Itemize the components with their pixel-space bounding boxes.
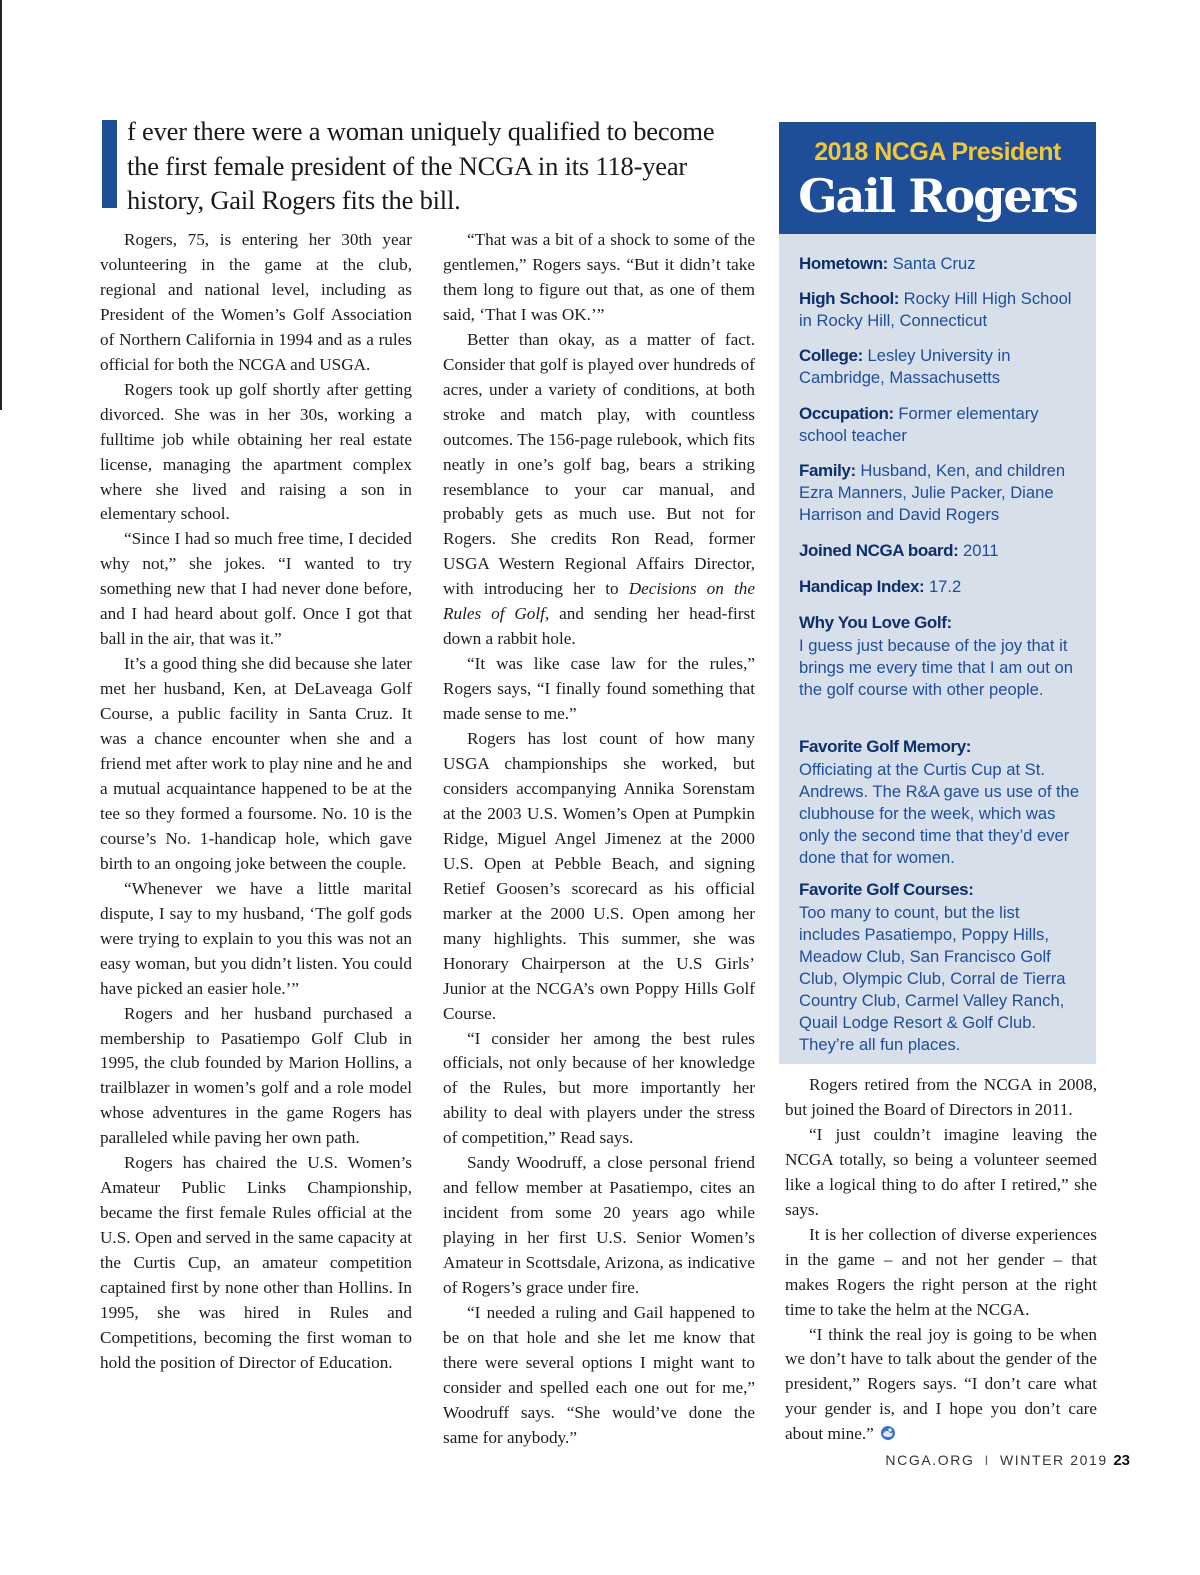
- intro-line: the first female president of the NCGA in its 118-year: [127, 150, 688, 181]
- fact-family: [799, 460, 1084, 526]
- fact-handicap: [799, 576, 1084, 598]
- footer-site: NCGA.ORG: [885, 1452, 975, 1468]
- intro-line: history, Gail Rogers fits the bill.: [127, 185, 461, 215]
- sidebar-title: Gail Rogers: [798, 169, 1077, 223]
- fact-value: I guess just because of the joy that it brings me every time that I am out on the golf course with other people.: [799, 636, 1073, 699]
- paragraph: Sandy Woodruff, a close personal friend and fellow member at Pasatiempo, cites an incident from some 20 years ago while playing in her first U.S. Senior Women’s Amateur in Scottsdale, Arizona, as indicative of Rogers’s grace under fire.: [443, 1153, 755, 1298]
- fact-value: Santa Cruz: [892, 254, 976, 273]
- paragraph: It is her collection of diverse experiences in the game – and not her gender – that makes Rogers the right person at the right time to take the helm at the NCGA.: [785, 1224, 1097, 1319]
- article-column-1: [100, 228, 412, 1376]
- paragraph: “I just couldn’t imagine leaving the NCGA totally, so being a volunteer seemed like a logical thing to do after I retired,” she says.: [785, 1124, 1097, 1219]
- article-column-3: [785, 1073, 1097, 1447]
- sidebar-subtitle: 2018 NCGA President: [814, 138, 1061, 166]
- fact-value: 2011: [962, 541, 999, 560]
- page-number: 23: [1113, 1452, 1130, 1469]
- paragraph: “Since I had so much free time, I decided why not,” she jokes. “I wanted to try something new that I had never done before, and I had heard about golf. Once I got that ball in the air, that was it.”: [100, 529, 412, 649]
- page-edge-line: [0, 0, 2, 410]
- fact-label: Joined NCGA board:: [799, 541, 959, 560]
- fact-hometown: [799, 253, 1084, 275]
- paragraph: [785, 1323, 1097, 1448]
- paragraph: “Whenever we have a little marital dispute, I say to my husband, ‘The golf gods were trying to explain to you this was not an easy woman, but you didn’t listen. You could have picked an easier hole.’”: [100, 878, 412, 998]
- fact-value: 17.2: [928, 577, 962, 596]
- fact-favorite-memory: [799, 736, 1084, 869]
- fact-value: Too many to count, but the list includes Pasatiempo, Poppy Hills, Meadow Club, San Francisco Golf Club, Olympic Club, Corral de Tierra Country Club, Carmel Valley Ranch, Quail Lodge Resort & Golf Club. They’re all fun places.: [799, 903, 1066, 1054]
- fact-label: High School:: [799, 289, 900, 308]
- paragraph-text: , and sending her head-first down a rabbit hole.: [443, 604, 755, 649]
- fact-label: Why You Love Golf:: [799, 613, 952, 632]
- fact-label: Favorite Golf Courses:: [799, 880, 974, 899]
- fact-label: Family:: [799, 461, 856, 480]
- paragraph: Rogers and her husband purchased a membership to Pasatiempo Golf Club in 1995, the club founded by Marion Hollins, a trailblazer in women’s golf and a role model whose adventures in the game Rogers has paralleled while paving her own path.: [100, 1003, 412, 1148]
- paragraph: Rogers, 75, is entering her 30th year volunteering in the game at the club, regional and national level, including as President of the Women’s Golf Association of Northern California in 1994 and as a rules official for both the NCGA and USGA.: [100, 230, 412, 374]
- page-footer: [885, 1452, 1130, 1469]
- sidebar-facts-panel: [779, 234, 1096, 1064]
- fact-high-school: [799, 288, 1084, 332]
- fact-label: Hometown:: [799, 254, 888, 273]
- fact-value: Husband, Ken, and children Ezra Manners, Julie Packer, Diane Harrison and David Rogers: [799, 461, 1066, 524]
- dropcap-bar: [102, 120, 117, 208]
- fact-value: Former elementary school teacher: [799, 404, 1039, 445]
- fact-college: [799, 345, 1084, 389]
- fact-value: Rocky Hill High School in Rocky Hill, Connecticut: [799, 289, 1072, 330]
- article-column-2: [443, 228, 755, 1451]
- paragraph: [443, 328, 755, 652]
- paragraph: Rogers took up golf shortly after getting divorced. She was in her 30s, working a fulltime job while obtaining her real estate license, managing the apartment complex where she lived and raising a son in elementary school.: [100, 379, 412, 524]
- fact-favorite-courses: [799, 879, 1084, 1056]
- paragraph-text: Better than okay, as a matter of fact. Consider that golf is played over hundreds of acres, under a variety of conditions, at both stroke and match play, with countless outcomes. The 156-page rulebook, which fits neatly in one’s golf bag, bears a striking resemblance to your car manual, and probably gets as much use. But not for Rogers. She credits Ron Read, former USGA Western Regional Affairs Director, with introducing her to: [443, 329, 755, 599]
- paragraph-text: “I think the real joy is going to be when we don’t have to talk about the gender of the president,” Rogers says. “I don’t care what your gender is, and I hope you don’t care about mine.”: [785, 1324, 1097, 1444]
- fact-label: Handicap Index:: [799, 577, 925, 596]
- paragraph: Rogers has lost count of how many USGA championships she worked, but considers accompanying Annika Sorenstam at the 2003 U.S. Women’s Open at Pumpkin Ridge, Miguel Angel Jimenez at the 2000 U.S. Open at Pebble Beach, and signing Retief Goosen’s scorecard as his official marker at the 2000 U.S. Open among her many highlights. This summer, she was Honorary Chairperson at the U.S Girls’ Junior at the NCGA’s own Poppy Hills Golf Course.: [443, 729, 755, 1023]
- fact-joined-board: [799, 540, 1084, 562]
- footer-issue: WINTER 2019: [999, 1452, 1108, 1468]
- fact-label: College:: [799, 346, 863, 365]
- footer-separator: I: [984, 1452, 990, 1468]
- paragraph: “I needed a ruling and Gail happened to be on that hole and she let me know that there were several options I might want to consider and spelled each one out for me,” Woodruff says. “She would’ve done the same for anybody.”: [443, 1302, 755, 1447]
- fact-label: Occupation:: [799, 404, 894, 423]
- fact-value: Officiating at the Curtis Cup at St. Andrews. The R&A gave us use of the clubhouse for the week, which was only the second time that they’d ever done that for women.: [799, 760, 1080, 867]
- paragraph: It’s a good thing she did because she later met her husband, Ken, at DeLaveaga Golf Course, a public facility in Santa Cruz. It was a chance encounter when she and a friend met after work to play nine and he and a mutual acquaintance happened to be at the tee so they formed a foursome. No. 10 is the course’s No. 1-handicap hole, which gave birth to an ongoing joke between the couple.: [100, 654, 412, 873]
- paragraph: Rogers has chaired the U.S. Women’s Amateur Public Links Championship, became the first female Rules official at the U.S. Open and served in the same capacity at the Curtis Cup, an amateur competition captained first by none other than Hollins. In 1995, she was hired in Rules and Competitions, becoming the first woman to hold the position of Director of Education.: [100, 1153, 412, 1372]
- fact-occupation: [799, 403, 1084, 447]
- paragraph: Rogers retired from the NCGA in 2008, but joined the Board of Directors in 2011.: [785, 1075, 1097, 1119]
- fact-value: Lesley University in Cambridge, Massachusetts: [799, 346, 1011, 387]
- book-title: Decisions on the Rules of Golf: [443, 579, 755, 624]
- fact-why-love-golf: [799, 612, 1084, 701]
- fact-label: Favorite Golf Memory:: [799, 737, 972, 756]
- sidebar-header: [779, 122, 1096, 234]
- intro-line: f ever there were a woman uniquely qualified to become: [127, 116, 715, 146]
- paragraph: “I consider her among the best rules officials, not only because of her knowledge of the Rules, but more importantly her ability to deal with players under the stress of competition,” Read says.: [443, 1028, 755, 1148]
- paragraph: “That was a bit of a shock to some of the gentlemen,” Rogers says. “But it didn’t take them long to figure out that, as one of them said, ‘That I was OK.’”: [443, 230, 755, 324]
- paragraph: “It was like case law for the rules,” Rogers says, “I finally found something that made sense to me.”: [443, 654, 755, 724]
- ncga-logo-icon: [880, 1425, 896, 1441]
